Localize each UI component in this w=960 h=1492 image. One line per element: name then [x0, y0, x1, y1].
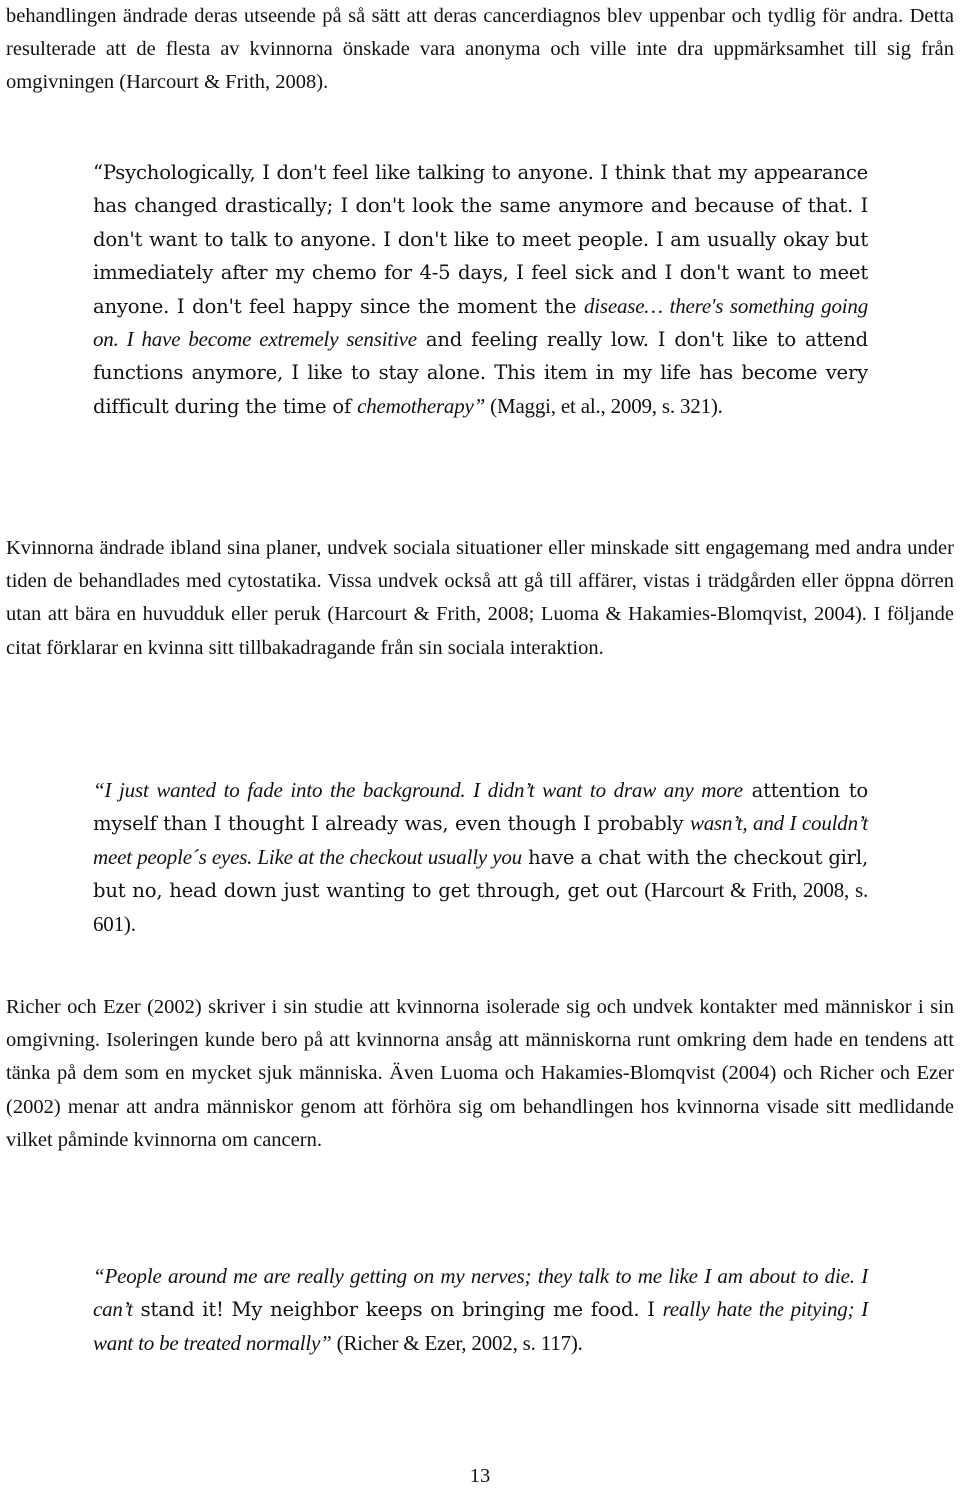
quote-text: stand it! My neighbor keeps on bringing me food. I [132, 1298, 663, 1322]
quote-text: attention to myself than I thought I already was, even though I probably [93, 779, 868, 836]
quote-text: and feeling really low. I don't like to attend functions anymore, I like to stay alone. This item in my life has become very difficult during the time of [93, 328, 868, 418]
block-quote-maggi [93, 156, 868, 423]
page-number: 13 [469, 1465, 491, 1487]
paragraph-plans: Kvinnorna ändrade ibland sina planer, undvek sociala situationer eller minskade sitt engagemang med andra under tiden de behandlades med cytostatika. Vissa undvek också att gå till affärer, vistas i trädgården eller öppna dörren utan att bära en huvudduk eller peruk (Harcourt & Frith, 2008; Luoma & Hakamies-Blomqvist, 2004). I följande citat förklarar en kvinna sitt tillbakadragande från sin sociala interaktion. [6, 537, 954, 659]
paragraph-isolation: Richer och Ezer (2002) skriver i sin studie att kvinnorna isolerade sig och undvek kontakter med människor i sin omgivning. Isoleringen kunde bero på att kvinnorna ansåg att människorna runt omkring dem hade en tendens att tänka på dem som en mycket sjuk människa. Även Luoma och Hakamies-Blomqvist (2004) och Richer och Ezer (2002) menar att andra människor genom att förhöra sig om behandlingen hos kvinnorna visade sitt medlidande vilket påminde kvinnorna om cancern. [6, 996, 954, 1151]
quote-text-italic: “I just wanted to fade into the background. I didn’t want to draw any more [93, 778, 743, 802]
quote-text: have a chat with the checkout girl, but no, head down just wanting to get through, get out [93, 845, 869, 903]
quote-text-italic: really hate the pitying; I want to be treated normally” [93, 1297, 868, 1355]
quote-text-italic: wasn’t, and I couldn’t meet people´s eyes. Like at the checkout usually you [93, 811, 868, 869]
quote-text-italic: disease… there's something going on. I have become extremely sensitive [93, 293, 868, 352]
block-quote-harcourt [93, 774, 868, 941]
quote-citation: (Maggi, et al., 2009, s. 321). [485, 393, 723, 418]
quote-text-italic: “People around me are really getting on my nerves; they talk to me like I am about to die. I can’t [93, 1264, 868, 1322]
quote-citation: (Harcourt & Frith, 2008, s. 601). [93, 878, 868, 936]
quote-text-italic: chemotherapy” [357, 393, 486, 418]
quote-text: “Psychologically, I don't feel like talking to anyone. I think that my appearance has changed drastically; I don't look the same anymore and because of that. I don't want to talk to anyone. I don't like to meet people. I am usually okay but immediately after my chemo for 4-5 days, I feel sick and I don't want to meet anyone. I don't feel happy since the moment the [93, 161, 868, 318]
block-quote-richer [93, 1260, 868, 1360]
quote-citation: (Richer & Ezer, 2002, s. 117). [331, 1330, 583, 1355]
paragraph-intro: behandlingen ändrade deras utseende på så sätt att deras cancerdiagnos blev uppenbar och tydlig för andra. Detta resulterade att de flesta av kvinnorna önskade vara anonyma och ville inte dra uppmärksamhet till sig från omgivningen (Harcourt & Frith, 2008). [6, 5, 954, 94]
